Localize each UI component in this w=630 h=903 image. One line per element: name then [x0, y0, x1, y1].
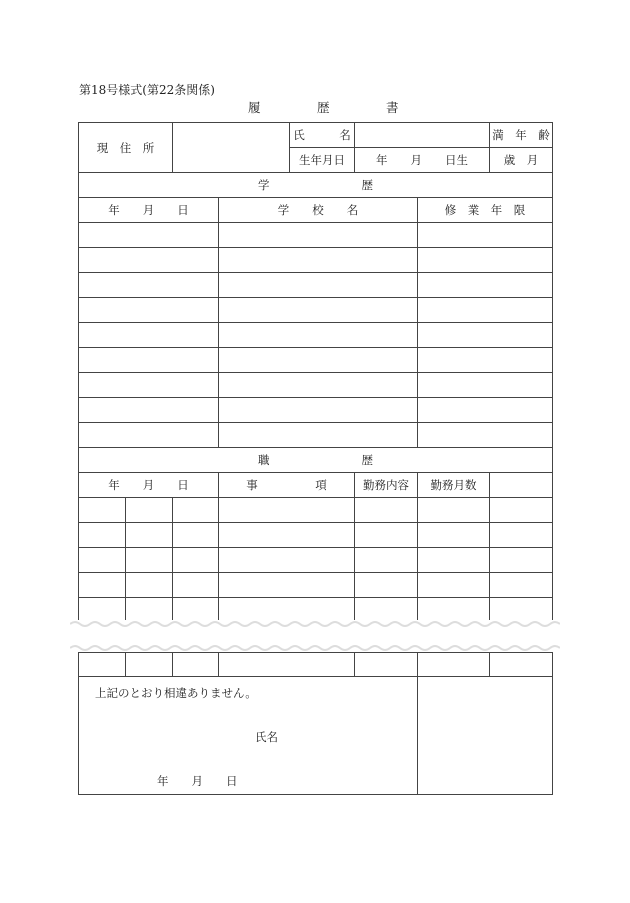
career-year-cell[interactable] — [79, 498, 126, 523]
edu-period-cell[interactable] — [418, 273, 553, 298]
edu-row — [79, 423, 553, 448]
career-duty-cell[interactable] — [355, 573, 418, 598]
edu-date-cell[interactable] — [79, 348, 219, 373]
career-col-date: 年 月 日 — [79, 473, 219, 498]
edu-period-cell[interactable] — [418, 398, 553, 423]
career-month-cell[interactable] — [126, 498, 173, 523]
career-month-cell[interactable] — [126, 573, 173, 598]
edu-date-cell[interactable] — [79, 423, 219, 448]
edu-period-cell[interactable] — [418, 298, 553, 323]
title-char-1: 履 — [248, 100, 261, 115]
edu-school-cell[interactable] — [219, 348, 418, 373]
career-year-cell[interactable] — [79, 598, 126, 623]
career-duty-cell[interactable] — [355, 653, 418, 677]
age-label: 満 年 齢 — [490, 123, 553, 148]
address-field[interactable] — [173, 123, 290, 173]
name-label: 氏 名 — [290, 123, 355, 148]
career-row — [79, 523, 553, 548]
career-col-extra — [490, 473, 553, 498]
edu-period-cell[interactable] — [418, 423, 553, 448]
career-year-cell[interactable] — [79, 653, 126, 677]
career-year-cell[interactable] — [79, 548, 126, 573]
edu-date-cell[interactable] — [79, 398, 219, 423]
edu-period-cell[interactable] — [418, 323, 553, 348]
resume-table-continued — [78, 652, 553, 795]
certification-statement: 上記のとおり相違ありません。 — [95, 686, 257, 700]
career-day-cell[interactable] — [173, 498, 219, 523]
career-year-cell[interactable] — [79, 573, 126, 598]
career-month-cell[interactable] — [126, 548, 173, 573]
career-item-cell[interactable] — [219, 523, 355, 548]
career-item-cell[interactable] — [219, 498, 355, 523]
career-row — [79, 573, 553, 598]
resume-table — [78, 122, 553, 623]
edu-date-cell[interactable] — [79, 373, 219, 398]
career-day-cell[interactable] — [173, 653, 219, 677]
edu-row — [79, 373, 553, 398]
title-char-3: 書 — [385, 100, 399, 115]
edu-row — [79, 323, 553, 348]
career-year-cell[interactable] — [79, 523, 126, 548]
edu-row — [79, 273, 553, 298]
career-duty-cell[interactable] — [355, 498, 418, 523]
career-item-cell[interactable] — [219, 598, 355, 623]
edu-date-cell[interactable] — [79, 323, 219, 348]
career-month-cell[interactable] — [126, 653, 173, 677]
address-label: 現 住 所 — [79, 123, 173, 173]
career-months-cell[interactable] — [418, 548, 490, 573]
edu-col-school: 学 校 名 — [219, 198, 418, 223]
career-day-cell[interactable] — [173, 523, 219, 548]
edu-row — [79, 398, 553, 423]
career-extra-cell[interactable] — [490, 498, 553, 523]
career-months-cell[interactable] — [418, 498, 490, 523]
edu-period-cell[interactable] — [418, 223, 553, 248]
career-months-cell[interactable] — [418, 653, 490, 677]
edu-school-cell[interactable] — [219, 423, 418, 448]
career-day-cell[interactable] — [173, 598, 219, 623]
edu-period-cell[interactable] — [418, 348, 553, 373]
career-row — [79, 598, 553, 623]
career-months-cell[interactable] — [418, 598, 490, 623]
edu-date-cell[interactable] — [79, 248, 219, 273]
education-section-header: 学 歴 — [79, 173, 553, 198]
career-row — [79, 548, 553, 573]
signature-date: 年 月 日 — [157, 774, 238, 788]
career-extra-cell[interactable] — [490, 653, 553, 677]
edu-date-cell[interactable] — [79, 298, 219, 323]
career-month-cell[interactable] — [126, 598, 173, 623]
career-extra-cell[interactable] — [490, 573, 553, 598]
career-day-cell[interactable] — [173, 573, 219, 598]
edu-col-period: 修 業 年 限 — [418, 198, 553, 223]
edu-period-cell[interactable] — [418, 248, 553, 273]
edu-school-cell[interactable] — [219, 398, 418, 423]
career-day-cell[interactable] — [173, 548, 219, 573]
edu-school-cell[interactable] — [219, 373, 418, 398]
document-title — [248, 98, 398, 116]
career-item-cell[interactable] — [219, 548, 355, 573]
edu-date-cell[interactable] — [79, 223, 219, 248]
name-field[interactable] — [355, 123, 490, 148]
edu-period-cell[interactable] — [418, 373, 553, 398]
career-duty-cell[interactable] — [355, 523, 418, 548]
career-extra-cell[interactable] — [490, 598, 553, 623]
edu-school-cell[interactable] — [219, 273, 418, 298]
edu-school-cell[interactable] — [219, 223, 418, 248]
edu-row — [79, 298, 553, 323]
edu-date-cell[interactable] — [79, 273, 219, 298]
career-col-duty: 勤務内容 — [355, 473, 418, 498]
career-extra-cell[interactable] — [490, 548, 553, 573]
career-row — [79, 498, 553, 523]
career-extra-cell[interactable] — [490, 523, 553, 548]
birth-field[interactable]: 年 月 日生 — [355, 148, 490, 173]
page-tear-break — [70, 620, 560, 652]
edu-school-cell[interactable] — [219, 323, 418, 348]
career-month-cell[interactable] — [126, 523, 173, 548]
career-item-cell[interactable] — [219, 653, 355, 677]
signature-name-label: 氏名 — [255, 730, 278, 744]
career-months-cell[interactable] — [418, 523, 490, 548]
edu-row — [79, 223, 553, 248]
career-section-header: 職 歴 — [79, 448, 553, 473]
form-number: 第18号様式(第22条関係) — [79, 83, 215, 97]
career-col-item: 事 項 — [219, 473, 355, 498]
edu-col-date: 年 月 日 — [79, 198, 219, 223]
title-char-2: 歴 — [316, 100, 330, 115]
birth-label: 生年月日 — [290, 148, 355, 173]
certification-box — [79, 677, 418, 795]
edu-school-cell[interactable] — [219, 298, 418, 323]
edu-row — [79, 248, 553, 273]
edu-school-cell[interactable] — [219, 248, 418, 273]
career-months-cell[interactable] — [418, 573, 490, 598]
career-col-months: 勤務月数 — [418, 473, 490, 498]
career-duty-cell[interactable] — [355, 598, 418, 623]
career-row — [79, 653, 553, 677]
career-item-cell[interactable] — [219, 573, 355, 598]
age-field[interactable]: 歳 月 — [490, 148, 553, 173]
photo-seal-box — [418, 677, 553, 795]
edu-row — [79, 348, 553, 373]
career-duty-cell[interactable] — [355, 548, 418, 573]
